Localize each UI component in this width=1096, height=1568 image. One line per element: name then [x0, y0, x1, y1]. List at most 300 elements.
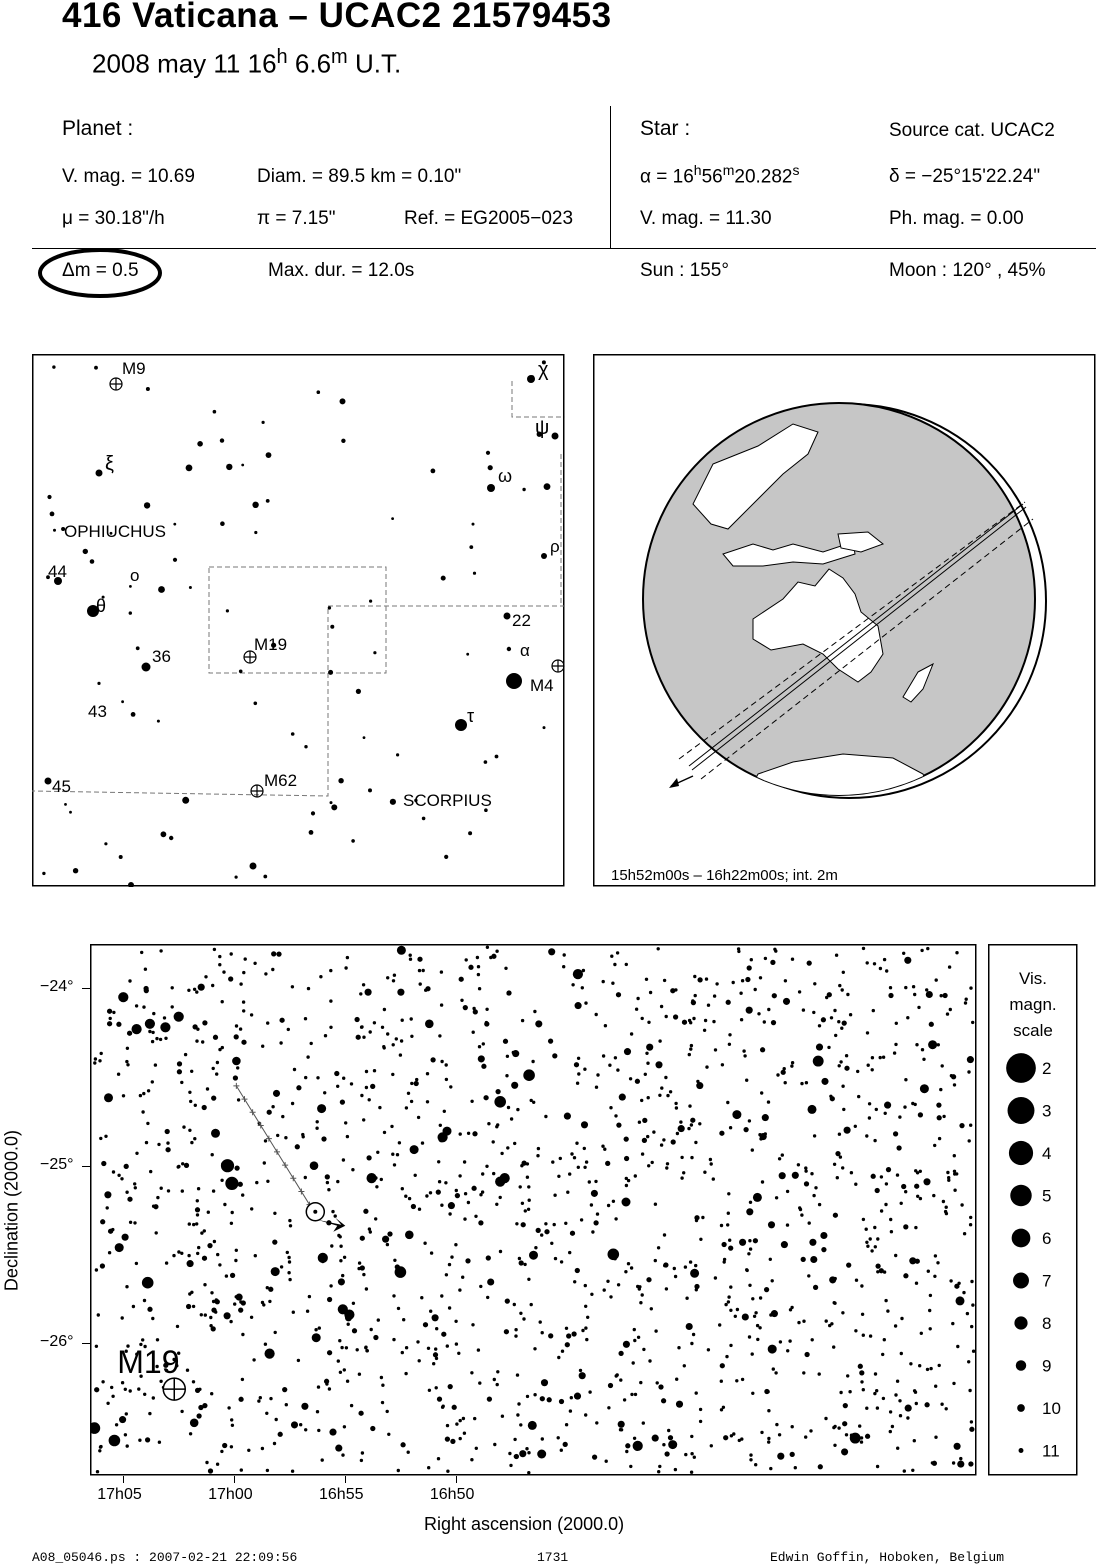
field-star [728, 1033, 731, 1036]
field-star [830, 1096, 835, 1101]
field-star [792, 1172, 799, 1179]
field-star [821, 1017, 826, 1022]
finder-star [161, 831, 167, 837]
field-star [261, 1447, 264, 1450]
field-star [190, 1141, 193, 1144]
field-star [658, 1384, 663, 1389]
field-star [441, 1332, 446, 1337]
field-star [712, 1020, 715, 1023]
field-star [530, 1303, 533, 1306]
field-star [934, 1385, 937, 1388]
field-star [152, 1012, 155, 1015]
field-star [454, 1243, 457, 1246]
field-star [421, 1141, 424, 1144]
finder-star [473, 572, 476, 575]
field-star [410, 1017, 413, 1020]
field-star [684, 1265, 687, 1268]
field-star [202, 1105, 207, 1110]
field-star [660, 1143, 663, 1146]
field-star [652, 1130, 655, 1133]
field-star [663, 1233, 666, 1236]
field-star [439, 1124, 442, 1127]
field-star [637, 1336, 640, 1339]
star-chart [90, 944, 977, 1476]
bright-star [608, 1249, 620, 1261]
field-star [435, 1386, 438, 1389]
field-star [316, 1410, 319, 1413]
field-star [519, 1185, 522, 1188]
finder-star [369, 600, 372, 603]
field-star [273, 1212, 276, 1215]
field-star [214, 1310, 217, 1313]
field-star [550, 1242, 553, 1245]
field-star [346, 956, 349, 959]
field-star [690, 1452, 693, 1455]
field-star [815, 1063, 818, 1066]
field-star [500, 1152, 503, 1155]
field-star [523, 1263, 526, 1266]
field-star [378, 1106, 381, 1109]
field-star [459, 1437, 462, 1440]
field-star [642, 1118, 647, 1123]
field-star [838, 1133, 841, 1136]
field-star [844, 1066, 849, 1071]
field-star [940, 994, 943, 997]
field-star [682, 1020, 687, 1025]
field-star [951, 1322, 954, 1325]
finder-star [197, 441, 203, 447]
bright-star [232, 1057, 241, 1066]
field-star [211, 1129, 220, 1138]
field-star [486, 1255, 491, 1260]
field-star [180, 1081, 183, 1084]
field-star [407, 1451, 410, 1454]
scale-value: 6 [1042, 1229, 1052, 1248]
field-star [132, 1305, 135, 1308]
field-star [397, 989, 404, 996]
field-star [218, 1263, 221, 1266]
field-star [526, 1176, 529, 1179]
field-star [889, 1430, 892, 1433]
field-star [195, 1207, 200, 1212]
field-star [436, 1189, 441, 1194]
field-star [588, 1180, 591, 1183]
finder-star [441, 576, 446, 581]
field-star [509, 1464, 512, 1467]
field-star [391, 1153, 394, 1156]
field-star [900, 1202, 903, 1205]
field-star [517, 1402, 520, 1405]
field-star [323, 1091, 326, 1094]
finder-star [121, 700, 124, 703]
bright-star [265, 1349, 275, 1359]
field-star [665, 1287, 668, 1290]
field-star [906, 1416, 909, 1419]
field-star [112, 1011, 115, 1014]
field-star [748, 1284, 751, 1287]
field-star [727, 1212, 730, 1215]
field-star [503, 1039, 508, 1044]
field-star [417, 957, 422, 962]
field-star [917, 1006, 920, 1009]
field-star [606, 1280, 609, 1283]
field-star [124, 1433, 127, 1436]
field-star [253, 962, 256, 965]
field-star [108, 1251, 111, 1254]
field-star [841, 1166, 844, 1169]
field-star [648, 1359, 651, 1362]
field-star [304, 1017, 307, 1020]
field-star [701, 1216, 704, 1219]
field-star [427, 1347, 430, 1350]
field-star [809, 1239, 816, 1246]
footer-page-number: 1731 [537, 1550, 569, 1565]
moon-elongation: Moon : 120° , 45% [889, 260, 1046, 281]
field-star [381, 1401, 384, 1404]
field-star [675, 1106, 678, 1109]
finder-star [220, 438, 224, 442]
field-star [746, 1007, 753, 1014]
field-star [165, 1147, 170, 1152]
field-star [879, 1268, 884, 1273]
field-star [107, 1009, 112, 1014]
field-star [264, 1139, 267, 1142]
field-star [939, 1088, 942, 1091]
field-star [465, 1258, 470, 1263]
planet-vmag: V. mag. = 10.69 [62, 166, 195, 187]
field-star [264, 1343, 267, 1346]
field-star [903, 1105, 906, 1108]
field-star [506, 1055, 509, 1058]
field-star [778, 1157, 781, 1160]
field-star [288, 1278, 291, 1281]
field-star [846, 1262, 851, 1267]
field-star [234, 1165, 239, 1170]
field-star [134, 1186, 137, 1189]
field-star [577, 1166, 580, 1169]
field-star [774, 1371, 777, 1374]
field-star [680, 1176, 683, 1179]
field-star [172, 1254, 175, 1257]
field-star [833, 1213, 838, 1218]
field-star [440, 1060, 443, 1063]
field-star [602, 1054, 605, 1057]
field-star [541, 1331, 544, 1334]
field-star [748, 1239, 751, 1242]
field-star [446, 1470, 449, 1473]
field-star [432, 1314, 439, 1321]
field-star [411, 1204, 416, 1209]
field-star [293, 1068, 296, 1071]
field-star [308, 1295, 311, 1298]
field-star [585, 1160, 588, 1163]
field-star [562, 965, 565, 968]
field-star [481, 1190, 484, 1193]
planet-diameter: Diam. = 89.5 km = 0.10" [257, 166, 462, 187]
field-star [235, 1024, 238, 1027]
field-star [583, 1147, 586, 1150]
field-star [482, 1042, 485, 1045]
m19-cluster-symbol [163, 1378, 185, 1400]
field-star [418, 1359, 421, 1362]
x-tick-label: 16h55 [319, 1486, 364, 1503]
field-star [516, 1413, 519, 1416]
field-star [210, 1291, 213, 1294]
field-star [261, 1045, 264, 1048]
field-star [674, 1275, 677, 1278]
field-star [120, 1177, 123, 1180]
field-star [692, 1017, 695, 1020]
finder-star [338, 778, 343, 783]
field-star [380, 1178, 383, 1181]
field-star [537, 1147, 540, 1150]
field-star [117, 1174, 120, 1177]
field-star [682, 1171, 685, 1174]
bright-star [344, 1310, 354, 1320]
field-star [239, 982, 242, 985]
finder-star [226, 609, 229, 612]
field-star [414, 1081, 419, 1086]
field-star [654, 1259, 657, 1262]
field-star [358, 1261, 361, 1264]
field-star [386, 1243, 389, 1246]
field-star [833, 1163, 836, 1166]
field-star [437, 1396, 442, 1401]
field-star [204, 975, 207, 978]
field-star [433, 1352, 438, 1357]
field-star [933, 1275, 936, 1278]
field-star [186, 1304, 191, 1309]
field-star [713, 994, 716, 997]
field-star [663, 979, 666, 982]
field-star [729, 1126, 732, 1129]
field-star [291, 1102, 294, 1105]
field-star [934, 1254, 937, 1257]
field-star [282, 1387, 287, 1392]
field-star [528, 1421, 537, 1430]
field-star [898, 1115, 901, 1118]
field-star [833, 1009, 836, 1012]
field-star [646, 1277, 651, 1282]
field-star [101, 1380, 104, 1383]
finder-star-label: o [130, 566, 140, 585]
field-star [157, 1143, 160, 1146]
field-star [177, 1165, 180, 1168]
field-star [427, 1466, 430, 1469]
field-star [234, 1259, 237, 1262]
field-star [368, 1227, 371, 1230]
field-star [153, 1204, 158, 1209]
field-star [295, 1144, 300, 1149]
field-star [635, 1079, 640, 1084]
field-star [865, 1241, 868, 1244]
field-star [732, 981, 735, 984]
field-star [873, 1226, 876, 1229]
field-star [108, 1229, 113, 1234]
field-star [696, 1082, 703, 1089]
field-star [141, 1110, 144, 1113]
field-star [735, 1379, 738, 1382]
field-star [783, 998, 790, 1005]
field-star [577, 1072, 580, 1075]
field-star [934, 1436, 937, 1439]
field-star [590, 1203, 593, 1206]
field-star [896, 1447, 899, 1450]
field-star [445, 1078, 448, 1081]
field-star [358, 1411, 363, 1416]
field-star [705, 977, 708, 980]
field-star [808, 1105, 817, 1114]
field-star [771, 1310, 778, 1317]
field-star [350, 1082, 353, 1085]
field-star [187, 1254, 190, 1257]
field-star [160, 1187, 163, 1190]
field-star [395, 1037, 398, 1040]
field-star [614, 1056, 617, 1059]
field-star [280, 1265, 283, 1268]
field-star [666, 1162, 669, 1165]
field-star [285, 1403, 288, 1406]
field-star [200, 1231, 203, 1234]
scale-value: 7 [1042, 1271, 1052, 1291]
field-star [287, 1028, 290, 1031]
field-star [527, 1208, 530, 1211]
field-star [959, 1123, 964, 1128]
field-star [871, 1068, 874, 1071]
field-star [699, 1238, 702, 1241]
field-star [380, 1376, 383, 1379]
field-star [111, 1395, 114, 1398]
field-star [464, 1192, 467, 1195]
field-star [402, 1318, 405, 1321]
field-star [690, 1044, 693, 1047]
field-star [860, 1440, 863, 1443]
field-star [760, 1091, 763, 1094]
finder-star [226, 464, 232, 470]
field-star [791, 1061, 794, 1064]
field-star [913, 1439, 916, 1442]
field-star [627, 1262, 630, 1265]
finder-star [263, 875, 267, 879]
finder-star [94, 366, 98, 370]
field-star [138, 1439, 141, 1442]
field-star [953, 1083, 956, 1086]
scale-value: 11 [1042, 1441, 1060, 1461]
field-star [329, 1284, 332, 1287]
field-star [919, 1170, 922, 1173]
field-star [94, 1387, 99, 1392]
field-star [287, 1256, 290, 1259]
field-star [171, 986, 174, 989]
field-star [415, 1078, 418, 1081]
field-star [967, 1360, 970, 1363]
field-star [329, 969, 332, 972]
field-star [945, 1407, 948, 1410]
field-star [720, 1380, 723, 1383]
field-star [596, 1073, 599, 1076]
finder-star [69, 811, 72, 814]
field-star [381, 1384, 384, 1387]
field-star [392, 1294, 395, 1297]
field-star [778, 1433, 781, 1436]
finder-star [311, 811, 315, 815]
scale-value: 2 [1042, 1059, 1052, 1078]
field-star [193, 1137, 196, 1140]
field-star [660, 1086, 663, 1089]
field-star [140, 951, 143, 954]
field-star [192, 1223, 195, 1226]
field-star [393, 1163, 396, 1166]
star-vmag: V. mag. = 11.30 [640, 208, 772, 229]
field-star [909, 1362, 912, 1365]
field-star [601, 1145, 604, 1148]
field-star [677, 1402, 680, 1405]
field-star [771, 1279, 774, 1282]
field-star [814, 1186, 817, 1189]
field-star [188, 1129, 191, 1132]
field-star [477, 973, 480, 976]
field-star [356, 1348, 359, 1351]
field-star [579, 1369, 582, 1372]
field-star [151, 1317, 154, 1320]
field-star [804, 1169, 807, 1172]
finder-star-label: χ [538, 359, 549, 381]
finder-star [396, 753, 399, 756]
field-star [625, 963, 628, 966]
field-star [495, 950, 498, 953]
field-star [392, 979, 395, 982]
finder-star [235, 876, 238, 879]
field-star [740, 1437, 743, 1440]
field-star [143, 1393, 146, 1396]
field-star [401, 1019, 404, 1022]
field-star [913, 993, 916, 996]
finder-star [47, 495, 51, 499]
field-star [732, 1110, 741, 1119]
field-star [366, 1349, 369, 1352]
field-star [714, 1048, 717, 1051]
bright-star [318, 1253, 328, 1263]
field-star [386, 1032, 389, 1035]
field-star [727, 1192, 730, 1195]
field-star [889, 986, 892, 989]
field-star [882, 1397, 885, 1400]
field-star [583, 1068, 586, 1071]
field-star [416, 1340, 419, 1343]
field-star [535, 1020, 542, 1027]
field-star [368, 1098, 371, 1101]
field-star [570, 1396, 573, 1399]
field-star [649, 991, 652, 994]
field-star [624, 1048, 631, 1055]
field-star [268, 1287, 273, 1292]
field-star [98, 1449, 101, 1452]
field-star [146, 1122, 149, 1125]
x-tick [345, 1476, 346, 1483]
field-star [882, 1056, 885, 1059]
field-star [813, 1285, 818, 1290]
field-star [495, 1203, 498, 1206]
field-star [493, 1443, 496, 1446]
field-star [340, 1346, 343, 1349]
field-star [868, 1102, 871, 1105]
field-star [553, 1194, 556, 1197]
field-star [387, 1433, 390, 1436]
field-star [660, 1005, 663, 1008]
field-star [862, 1218, 865, 1221]
finder-star [340, 398, 346, 404]
field-star [618, 1351, 623, 1356]
